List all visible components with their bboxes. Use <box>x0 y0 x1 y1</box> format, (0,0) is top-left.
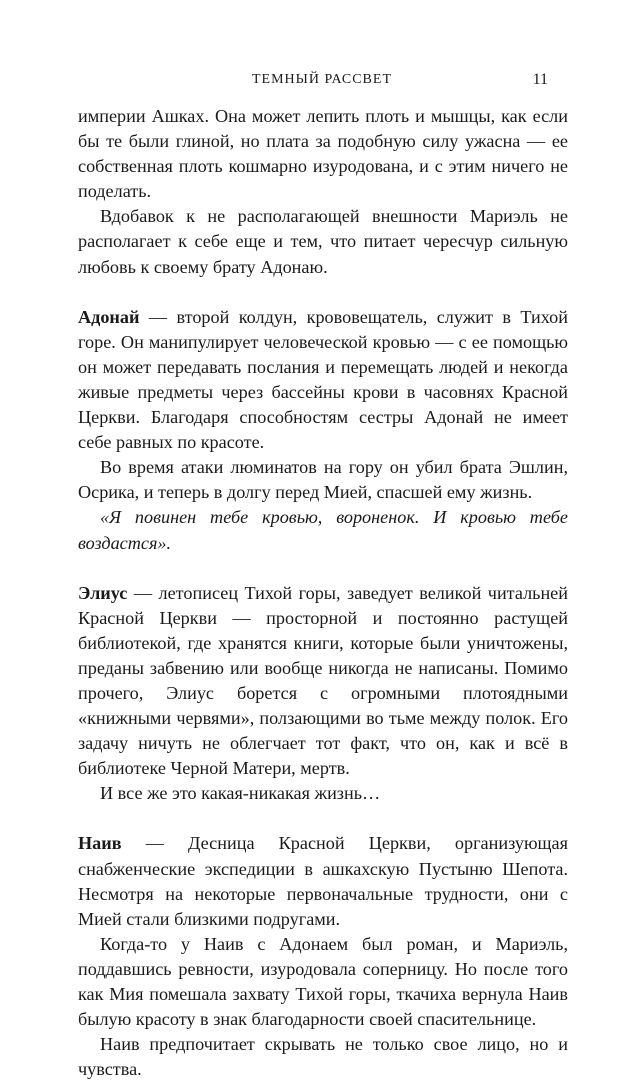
entry-name-naiv: Наив <box>78 833 122 854</box>
entry-text-naiv: — Десница Красной Церкви, организующая снабженческие экспедиции в ашкахскую Пустыню Шепота. Несмотря на некоторые первоначальные трудности, они с Мией стали близкими подругами. <box>78 833 568 929</box>
entry-name-elius: Элиус <box>78 582 128 603</box>
paragraph-adonai-attack: Во время атаки люминатов на гору он убил брата Эшлин, Осрика, и теперь в долгу перед Мией, спасшей ему жизнь. <box>78 457 568 503</box>
paragraph-marielle-continued: империи Ашках. Она может лепить плоть и мышцы, как если бы те были глиной, но плата за подобную силу ужасна — ее собственная плоть кошмарно изуродована, и с этим ничего не поделать. <box>78 106 568 202</box>
paragraph-elius-life: И все же это какая-никакая жизнь… <box>100 783 381 804</box>
entry-name-adonai: Адонай <box>78 306 140 327</box>
quote-adonai <box>78 505 568 555</box>
paragraph-marielle-love: Вдобавок к не располагающей внешности Мариэль не располагает к себе еще и тем, что питает чересчур сильную любовь к своему брату Адонаю. <box>78 206 568 277</box>
running-header <box>0 72 644 92</box>
paragraph-naiv-hides: Наив предпочитает скрывать не только свое лицо, но и чувства. <box>78 1034 568 1080</box>
entry-adonai <box>78 305 568 456</box>
entry-elius <box>78 581 568 782</box>
paragraph-naiv-romance: Когда-то у Наив с Адонаем был роман, и Мариэль, поддавшись ревности, изуродовала соперницу. Но после того как Мия помешала захвату Тихой горы, ткачиха вернула Наив былую красоту в знак благодарности своей спасительнице. <box>78 933 568 1030</box>
entry-text-elius: — летописец Тихой горы, заведует великой читальней Красной Церкви — просторной и постоянно растущей библиотекой, где хранятся книги, которые были уничтожены, преданы забвению или вообще никогда не написаны. Помимо прочего, Элиус борется с огромными плотоядными «книжными червями», ползающими во тьме между полок. Его задачу ничуть не облегчает тот факт, что он, как и всё в библиотеке Черной Матери, мертв. <box>78 582 568 779</box>
quote-text: «Я повинен тебе кровью, вороненок. И кровью тебе воздастся». <box>78 507 568 553</box>
entry-naiv <box>78 831 568 931</box>
book-title: ТЕМНЫЙ РАССВЕТ <box>251 72 392 87</box>
page-body <box>78 104 568 1082</box>
entry-text-adonai: — второй колдун, крововещатель, служит в Тихой горе. Он манипулирует человеческой кровью — с ее помощью он может передавать послания и перемещать людей и некогда живые предметы через бассейны крови в часовнях Красной Церкви. Благодаря способностям сестры Адонай не имеет себе равных по красоте. <box>78 306 568 453</box>
page-number: 11 <box>532 71 548 88</box>
